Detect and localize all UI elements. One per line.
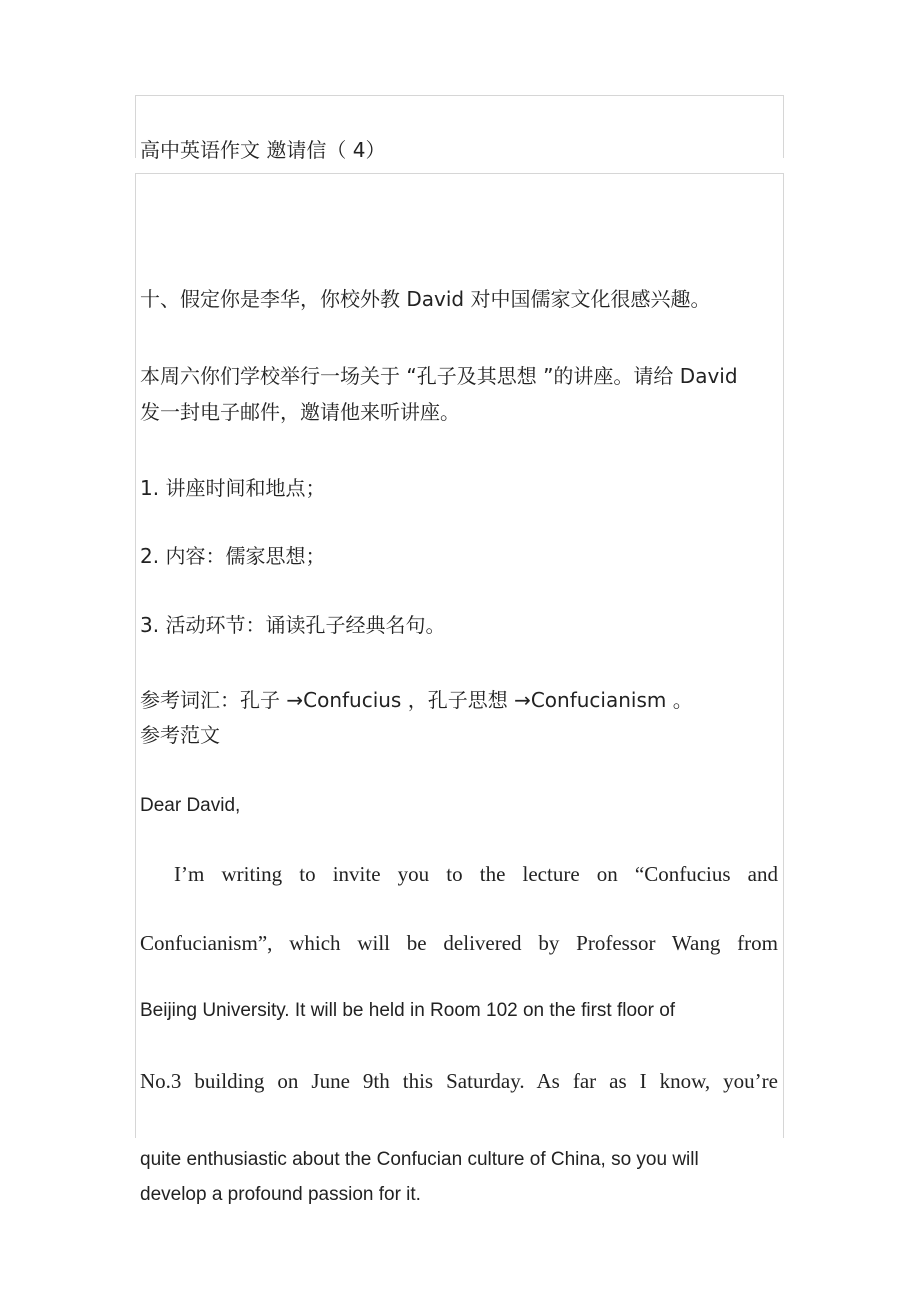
body-frame	[135, 173, 784, 1138]
letter-line-2: Confucianism”, which will be delivered by Professor Wang from	[140, 931, 778, 955]
requirement-3: 3. 活动环节：诵读孔子经典名句。	[140, 613, 446, 637]
requirement-1: 1. 讲座时间和地点；	[140, 476, 326, 500]
letter-line-1: I’m writing to invite you to the lecture on “Confucius and	[174, 862, 778, 886]
letter-line-4: No.3 building on June 9th this Saturday. As far as I know, you’re	[140, 1069, 778, 1093]
letter-line-6: develop a profound passion for it.	[140, 1184, 421, 1205]
sample-heading: 参考范文	[140, 723, 220, 747]
vocabulary-hint: 参考词汇：孔子 →Confucius ，孔子思想 →Confucianism 。	[140, 688, 693, 712]
page-title: 高中英语作文 邀请信（ 4）	[140, 138, 386, 162]
letter-line-5: quite enthusiastic about the Confucian culture of China, so you will	[140, 1149, 699, 1170]
requirement-2: 2. 内容：儒家思想；	[140, 544, 326, 568]
prompt-line-2: 本周六你们学校举行一场关于 “孔子及其思想 ”的讲座。请给 David	[140, 364, 738, 388]
letter-line-3: Beijing University. It will be held in Room 102 on the first floor of	[140, 1000, 676, 1021]
prompt-line-1: 十、假定你是李华，你校外教 David 对中国儒家文化很感兴趣。	[140, 287, 711, 311]
prompt-line-3: 发一封电子邮件，邀请他来听讲座。	[140, 400, 460, 424]
letter-salutation: Dear David,	[140, 795, 241, 816]
